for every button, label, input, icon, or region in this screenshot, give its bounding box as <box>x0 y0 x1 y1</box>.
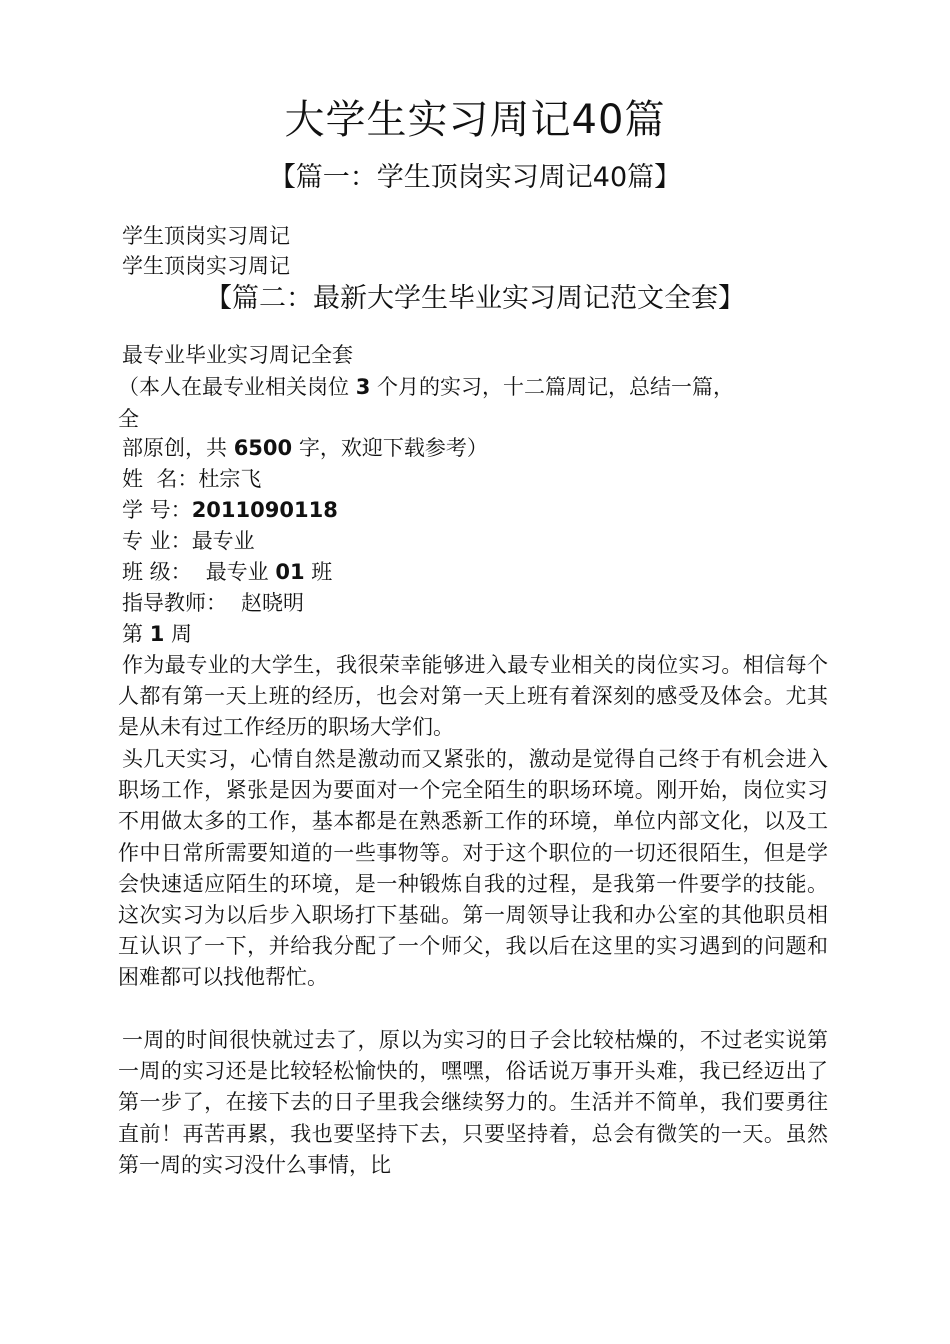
subtitle: 最专业毕业实习周记全套 <box>122 343 353 367</box>
section-1-line-1: 学生顶岗实习周记 <box>122 224 290 248</box>
info-value: 最专业 <box>205 560 276 584</box>
info-value: 杜宗飞 <box>198 467 262 491</box>
week-text: 周 <box>164 622 192 646</box>
info-value: 01 <box>275 560 305 584</box>
document-title: 大学生实习周记40篇 <box>284 97 666 143</box>
info-value: 2011090118 <box>191 498 338 522</box>
info-class <box>122 557 842 587</box>
intro-word-count: 6500 <box>233 436 293 460</box>
intro-months: 3 <box>355 375 371 399</box>
info-label: 学 号： <box>122 498 192 522</box>
info-value: 赵晓明 <box>241 591 304 615</box>
week-text: 第 <box>122 622 150 646</box>
week-number: 1 <box>149 622 165 646</box>
info-label: 指导教师： <box>122 591 227 615</box>
intro-line-3 <box>122 433 842 463</box>
intro-text: 个月的实习，十二篇周记，总结一篇， <box>370 375 734 399</box>
info-label: 姓 名： <box>122 467 199 491</box>
info-label: 专 业： <box>122 529 192 553</box>
intro-text: 部原创，共 <box>122 436 234 460</box>
paragraph-3 <box>118 1025 828 1181</box>
section-1-line-2: 学生顶岗实习周记 <box>122 254 290 278</box>
section-1-title: 【篇一：学生顶岗实习周记40篇】 <box>268 162 682 193</box>
paragraph-text: 作为最专业的大学生，我很荣幸能够进入最专业相关的岗位实习。相信每个人都有第一天上班的经历，也会对第一天上班有着深刻的感受及体会。尤其是从未有过工作经历的职场大学们。 <box>118 653 828 740</box>
paragraph-2 <box>118 744 828 994</box>
paragraph-1 <box>118 650 828 744</box>
info-teacher <box>122 588 842 618</box>
week-heading <box>122 619 842 649</box>
info-value: 最专业 <box>191 529 255 553</box>
info-major <box>122 526 842 556</box>
intro-text: （本人在最专业相关岗位 <box>118 375 356 399</box>
paragraph-text: 头几天实习，心情自然是激动而又紧张的，激动是觉得自己终于有机会进入职场工作，紧张是因为要面对一个完全陌生的职场环境。刚开始，岗位实习不用做太多的工作，基本都是在熟悉新工作的环境，单位内部文化，以及工作中日常所需要知道的一些事物等。对于这个职位的一切还很陌生，但是学会快速适应陌生的环境，是一种锻炼自我的过程，是我第一件要学的技能。这次实习为以后步入职场打下基础。第一周领导让我和办公室的其他职员相互认识了一下，并给我分配了一个师父，我以后在这里的实习遇到的问题和困难都可以找他帮忙。 <box>118 747 828 990</box>
intro-line-2: 全 <box>118 407 139 431</box>
section-2-title: 【篇二：最新大学生毕业实习周记范文全套】 <box>205 283 745 314</box>
paragraph-text: 一周的时间很快就过去了，原以为实习的日子会比较枯燥的，不过老实说第一周的实习还是比较轻松愉快的，嘿嘿，俗话说万事开头难，我已经迈出了第一步了，在接下去的日子里我会继续努力的。生活并不简单，我们要勇往直前！再苦再累，我也要坚持下去，只要坚持着，总会有微笑的一天。虽然第一周的实习没什么事情，比 <box>118 1028 828 1177</box>
intro-line-1 <box>118 372 838 402</box>
info-name <box>122 464 842 494</box>
info-id <box>122 495 842 525</box>
intro-text: 字，欢迎下载参考） <box>292 436 488 460</box>
info-label: 班 级： <box>122 560 192 584</box>
info-value: 班 <box>304 560 333 584</box>
